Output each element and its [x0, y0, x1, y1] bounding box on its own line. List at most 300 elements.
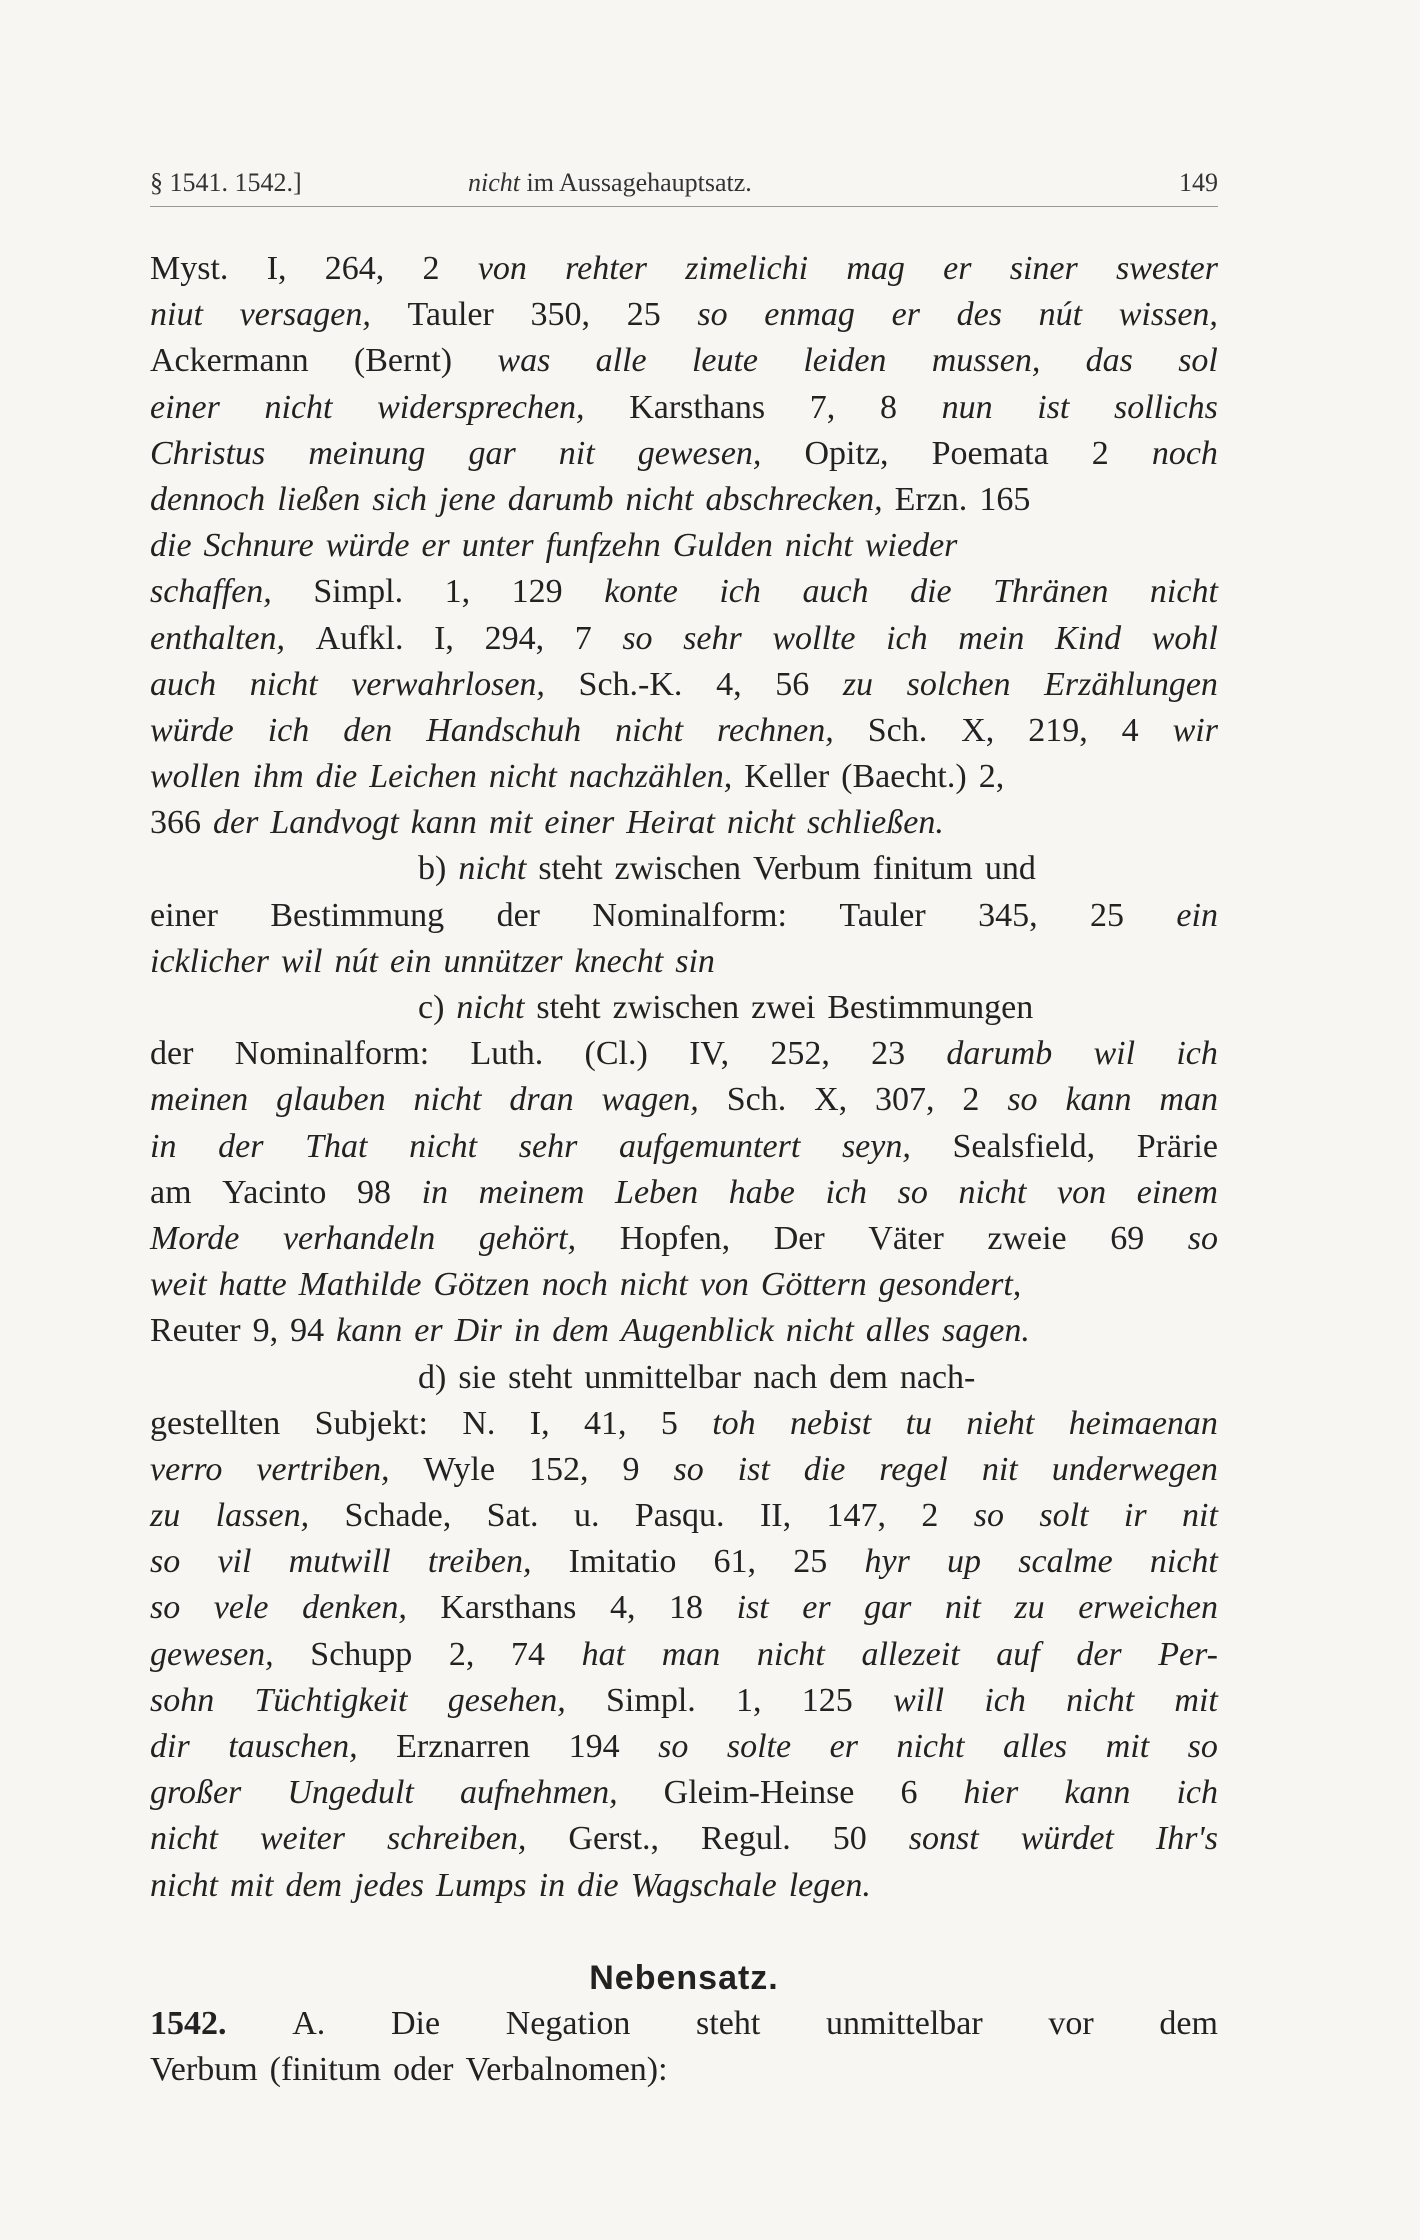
text-line [150, 1678, 1218, 1724]
text-word: That [305, 1127, 368, 1165]
text-word: Der [773, 1219, 825, 1257]
text-word: 366 [150, 804, 201, 842]
text-word: auf [996, 1635, 1040, 1673]
text-word: u. [573, 1497, 600, 1535]
text-word: denken, [302, 1589, 407, 1627]
text-word: A. [292, 2005, 326, 2043]
text-word: 4, [716, 665, 742, 703]
text-word: 147, [826, 1497, 886, 1535]
text-word: Tauler [407, 296, 494, 334]
text-word: aufnehmen, [459, 1774, 618, 1812]
text-word: zwischen [614, 850, 742, 888]
text-word: Per- [1158, 1635, 1218, 1673]
text-line [150, 1863, 1218, 1909]
text-word: Morde [150, 1219, 240, 1257]
text-word: er [421, 527, 450, 565]
text-word: gestellten [150, 1404, 281, 1442]
text-word: hier [963, 1774, 1019, 1812]
text-word: sohn [150, 1681, 215, 1719]
text-word: sin [675, 942, 715, 980]
text-word: wil [280, 942, 323, 980]
text-word: leute [691, 342, 759, 380]
text-word: 307, [875, 1081, 935, 1119]
text-word: versagen, [239, 296, 371, 334]
text-word: Nominalform: [234, 1035, 430, 1073]
text-word: er [891, 296, 920, 334]
text-word: zu [1014, 1589, 1045, 1627]
text-line [150, 1770, 1218, 1816]
text-word: von [477, 250, 527, 287]
text-word: allezeit [861, 1635, 960, 1673]
text-word: Simpl. [606, 1681, 696, 1719]
text-word: I, [434, 619, 454, 657]
text-line [150, 708, 1218, 754]
text-word: nicht [785, 1312, 854, 1350]
text-word: 25 [1090, 896, 1124, 934]
text-word: toh [712, 1404, 756, 1442]
text-word: 23 [871, 1035, 906, 1073]
text-word: Thränen [993, 573, 1109, 611]
text-word: zweie [987, 1219, 1067, 1257]
text-line [150, 1262, 1218, 1308]
text-word: so [658, 1728, 689, 1765]
text-line [150, 1355, 1218, 1401]
text-word: wagen, [601, 1081, 699, 1119]
text-word: Luth. [470, 1035, 544, 1073]
text-word: heimaenan [1068, 1404, 1218, 1442]
text-word: 165 [979, 480, 1031, 518]
text-word: darumb [946, 1035, 1053, 1073]
text-line [150, 1447, 1218, 1493]
text-word: Handschuh [426, 711, 582, 749]
text-word: einer [150, 388, 220, 426]
text-word: dran [509, 1081, 574, 1119]
text-word: kann [336, 1312, 403, 1350]
text-word: steht [538, 850, 603, 888]
text-word: up [947, 1543, 982, 1581]
text-word: ich [984, 1681, 1026, 1719]
text-word: Verbum [150, 2051, 258, 2089]
text-word: (Cl.) [584, 1035, 648, 1073]
text-word: oder [393, 2051, 454, 2089]
text-word: auch [802, 573, 869, 611]
text-word: mein [958, 619, 1025, 657]
text-word: nicht [958, 1173, 1027, 1211]
text-line [150, 477, 1218, 523]
text-word: die [315, 758, 358, 796]
text-word: widersprechen, [377, 388, 585, 426]
text-word: 98 [357, 1173, 391, 1211]
text-word: alle [595, 342, 647, 380]
text-word: so [1187, 1219, 1218, 1257]
text-word: wieder [864, 527, 958, 565]
text-word: würdet [1020, 1820, 1114, 1858]
text-word: tu [905, 1404, 933, 1442]
text-word: Heirat [626, 804, 715, 842]
text-word: ein [389, 942, 432, 980]
text-word: rehter [565, 250, 648, 287]
text-line [150, 1124, 1218, 1170]
text-word: vertriben, [256, 1450, 390, 1488]
text-word: so [1187, 1728, 1218, 1765]
text-word: Karsthans [629, 388, 766, 426]
text-word: ihm [252, 758, 304, 796]
text-word: der [150, 1035, 194, 1073]
text-word: sehr [683, 619, 742, 657]
text-word: Wagschale [630, 1866, 777, 1904]
text-line [150, 1632, 1218, 1678]
text-word: einem [1136, 1173, 1218, 1211]
text-word: funfzehn [545, 527, 661, 565]
text-word: 194 [568, 1728, 620, 1765]
text-word: 6 [900, 1774, 918, 1812]
text-word: mussen, [931, 342, 1041, 380]
text-word: wollen [150, 758, 241, 796]
text-word: Sat. [486, 1497, 539, 1535]
text-word: so [150, 1543, 181, 1581]
text-word: nicht [150, 1820, 218, 1858]
text-word: will [893, 1681, 945, 1719]
text-word: würde [325, 527, 410, 565]
text-word: darumb [507, 480, 614, 518]
text-word: Sealsfield, [952, 1127, 1096, 1165]
text-word: zu [150, 1497, 181, 1535]
text-word: 252, [770, 1035, 830, 1073]
text-word: meinem [478, 1173, 585, 1211]
text-word: Schnure [203, 527, 314, 565]
text-word: so [697, 296, 728, 334]
text-word: schaffen, [150, 573, 272, 611]
text-word: gewesen, [150, 1635, 274, 1673]
text-line [150, 1955, 1218, 2001]
text-word: in [513, 1312, 541, 1350]
text-word: in [150, 1127, 177, 1165]
text-word: so [673, 1450, 704, 1488]
text-word: sagen. [942, 1312, 1030, 1350]
text-word: 69 [1110, 1219, 1145, 1257]
text-word: und [984, 850, 1036, 888]
text-word: 18 [669, 1589, 704, 1627]
text-line [150, 1216, 1218, 1262]
text-word: Schade, [344, 1497, 452, 1535]
text-word: ich [267, 711, 310, 749]
text-word: 2 [962, 1081, 980, 1119]
text-line [150, 1493, 1218, 1539]
text-word: 7, [809, 388, 836, 426]
text-word: man [1159, 1081, 1218, 1119]
text-word: würde [150, 711, 234, 749]
text-word: den [343, 711, 393, 749]
text-word: (Baecht.) [841, 758, 967, 796]
text-word: d) [418, 1358, 447, 1396]
text-line [150, 246, 1218, 292]
text-word: sehr [518, 1127, 578, 1165]
text-word: was [497, 342, 551, 380]
text-word: ein [1176, 896, 1218, 934]
text-line [150, 1308, 1218, 1354]
text-word: steht [508, 1358, 573, 1396]
text-word: er [943, 250, 972, 287]
text-word: meinung [308, 434, 426, 472]
text-word: nicht [1066, 1681, 1135, 1719]
text-word: nach- [899, 1358, 976, 1396]
text-word: nicht [458, 850, 527, 888]
running-title-rest: im Aussagehauptsatz. [526, 168, 752, 197]
text-word: 1, [736, 1681, 762, 1719]
text-word: Subjekt: [314, 1404, 428, 1442]
text-word: 152, [529, 1450, 589, 1488]
text-word: unnützer [443, 942, 563, 980]
text-word: Sch.-K. [578, 665, 683, 703]
text-word: dem [285, 1866, 343, 1904]
text-word: Tauler [839, 896, 926, 934]
text-line [150, 2001, 1218, 2047]
text-word: leiden [803, 342, 887, 380]
text-word: I, [529, 1404, 550, 1442]
text-word: 50 [832, 1820, 867, 1858]
text-word: nit [981, 1450, 1018, 1488]
text-word: sich [372, 480, 428, 518]
text-word: solte [726, 1728, 792, 1765]
text-word: 7 [574, 619, 592, 657]
text-word: nicht [249, 665, 318, 703]
text-word: er [414, 1312, 443, 1350]
text-word: I, [266, 250, 287, 287]
text-word: kann [1064, 1774, 1131, 1812]
text-word: II, [759, 1497, 792, 1535]
text-word: c) [418, 989, 445, 1026]
text-word: 1, [444, 573, 471, 611]
text-word: nicht [1149, 573, 1218, 611]
text-word: so [897, 1173, 928, 1211]
text-word: nicht [756, 1635, 825, 1673]
text-word: dem [829, 1358, 888, 1396]
text-word: Dir [454, 1312, 502, 1350]
text-word: nebist [790, 1404, 872, 1442]
text-word: in [538, 1866, 566, 1904]
text-word: auch [150, 665, 217, 703]
text-word: jene [439, 480, 496, 518]
text-word: jedes [354, 1866, 424, 1904]
running-header [150, 168, 1218, 206]
text-word: Nebensatz. [589, 1958, 779, 1997]
text-word: glauben [276, 1081, 386, 1119]
text-word: Schupp [310, 1635, 413, 1673]
text-word: unter [461, 527, 534, 565]
text-word: gar [468, 434, 516, 472]
text-word: ist [1037, 388, 1070, 426]
text-word: sonst [908, 1820, 979, 1858]
text-word: nicht [150, 1866, 218, 1904]
text-word: (finitum [269, 2051, 382, 2089]
text-word: 9, [252, 1312, 279, 1350]
text-word: Verbum [753, 850, 861, 888]
text-line [150, 800, 1218, 846]
text-line [150, 338, 1218, 384]
text-word: schreiben, [386, 1820, 527, 1858]
text-word: 25 [793, 1543, 828, 1581]
text-word: Gulden [672, 527, 773, 565]
text-word: nicht [625, 480, 694, 518]
text-word: nicht [488, 758, 557, 796]
text-word: wohl [1151, 619, 1218, 657]
text-word: Augenblick [620, 1312, 774, 1350]
text-word: schließen. [806, 804, 944, 842]
text-word: 4, [609, 1589, 636, 1627]
text-word: scalme [1018, 1543, 1113, 1581]
text-word: wir [1172, 711, 1218, 749]
text-word: erweichen [1078, 1589, 1218, 1627]
text-word: siner [1009, 250, 1078, 287]
text-word: alles [865, 1312, 931, 1350]
text-word: Mathilde [298, 1266, 422, 1304]
text-word: ließen [277, 480, 361, 518]
text-word: nieht [966, 1404, 1035, 1442]
text-word: ich [719, 573, 761, 611]
text-word: vele [213, 1589, 269, 1627]
text-word: 74 [511, 1635, 546, 1673]
text-word: dir [150, 1728, 190, 1765]
text-word: nicht [726, 804, 795, 842]
text-word: Imitatio [568, 1543, 677, 1581]
text-word: X, [814, 1081, 848, 1119]
text-word: Verbalnomen): [465, 2051, 668, 2089]
text-word: Tüchtigkeit [254, 1681, 408, 1719]
text-word: regel [879, 1450, 948, 1488]
text-word: vil [217, 1543, 252, 1581]
text-word: nit [558, 434, 595, 472]
text-line [150, 893, 1218, 939]
text-word: Kind [1054, 619, 1122, 657]
text-line [150, 1539, 1218, 1585]
text-word: weiter [259, 1820, 345, 1858]
text-word: nach [753, 1358, 818, 1396]
text-word: Myst. [150, 250, 229, 287]
text-word: enthalten, [150, 619, 286, 657]
text-word: dem [1159, 2005, 1218, 2043]
text-line [150, 1170, 1218, 1216]
text-word: des [956, 296, 1002, 334]
text-word: ich [1176, 1035, 1218, 1073]
text-word: N. [462, 1404, 496, 1442]
text-word: 5 [660, 1404, 678, 1442]
text-line [150, 2047, 1218, 2093]
text-word: konte [604, 573, 678, 611]
text-word: underwegen [1051, 1450, 1218, 1488]
text-word: 2 [1091, 434, 1109, 472]
text-word: knecht [574, 942, 664, 980]
text-word: 125 [801, 1681, 853, 1719]
text-line [150, 292, 1218, 338]
text-word: das [1085, 342, 1133, 380]
text-word: IV, [689, 1035, 730, 1073]
text-word: rechnen, [717, 711, 834, 749]
text-word: meinen [150, 1081, 249, 1119]
text-word: 1542. [150, 2005, 227, 2043]
text-word: ist [736, 1589, 769, 1627]
text-word: er [802, 1589, 831, 1627]
text-word: dennoch [150, 480, 266, 518]
text-word: wissen, [1118, 296, 1218, 334]
text-line [150, 1724, 1218, 1770]
text-word: 219, [1028, 711, 1088, 749]
text-word: legen. [788, 1866, 871, 1904]
text-word: ir [1123, 1497, 1147, 1535]
text-word: mit [229, 1866, 274, 1904]
text-word: nicht [896, 1728, 965, 1765]
text-word: mutwill [288, 1543, 391, 1581]
text-word: Erznarren [396, 1728, 531, 1765]
text-word: hatte [218, 1266, 287, 1304]
text-word: die [577, 1866, 619, 1904]
text-word: finitum [872, 850, 973, 888]
text-word: Hopfen, [619, 1219, 731, 1257]
text-word: solchen [906, 665, 1011, 703]
text-word: Poemata [931, 434, 1049, 472]
text-line [150, 846, 1218, 892]
text-word: 94 [290, 1312, 325, 1350]
text-word: nút [334, 942, 378, 980]
text-word: X, [961, 711, 995, 749]
text-word: sol [1178, 342, 1218, 380]
text-word: nit [944, 1589, 981, 1627]
text-word: hyr [864, 1543, 910, 1581]
text-word: Bestimmung [270, 896, 445, 934]
text-word: swester [1116, 250, 1218, 287]
text-line [150, 662, 1218, 708]
text-word: solt [1039, 1497, 1089, 1535]
text-word: Lumps [435, 1866, 527, 1904]
text-word: nicht [413, 1081, 482, 1119]
text-word: 8 [879, 388, 897, 426]
text-word: Regul. [701, 1820, 791, 1858]
text-word: verro [150, 1450, 223, 1488]
text-word: 9 [622, 1450, 640, 1488]
running-title-italic: nicht [468, 168, 520, 197]
text-word: Ackermann [150, 342, 309, 380]
text-word: Leichen [369, 758, 477, 796]
text-word: nachzählen, [568, 758, 733, 796]
text-word: so [1007, 1081, 1038, 1119]
text-line [150, 1816, 1218, 1862]
text-word: dem [552, 1312, 609, 1350]
text-word: weit [150, 1266, 207, 1304]
text-word: nicht [409, 1127, 478, 1165]
text-word: ich [886, 619, 928, 657]
text-word: Väter [868, 1219, 944, 1257]
text-word: nit [1182, 1497, 1218, 1535]
text-word: gehört, [478, 1219, 577, 1257]
text-line [150, 1585, 1218, 1631]
text-word: ist [737, 1450, 770, 1488]
text-word: einer [544, 804, 615, 842]
text-line [150, 1031, 1218, 1077]
text-word: die [803, 1450, 846, 1488]
header-rule [150, 206, 1218, 207]
text-word: noch [541, 1266, 608, 1304]
text-word: icklicher [150, 942, 269, 980]
text-word: (Bernt) [353, 342, 453, 380]
text-line [150, 1401, 1218, 1447]
text-word: Ihr's [1155, 1820, 1218, 1858]
text-word: noch [1151, 434, 1218, 472]
text-word: nicht [1149, 1543, 1218, 1581]
text-word: nun [941, 388, 993, 426]
text-word: Christus [150, 434, 266, 472]
text-word: aufgemuntert [618, 1127, 801, 1165]
text-line [150, 939, 1218, 985]
text-word: Simpl. [313, 573, 404, 611]
